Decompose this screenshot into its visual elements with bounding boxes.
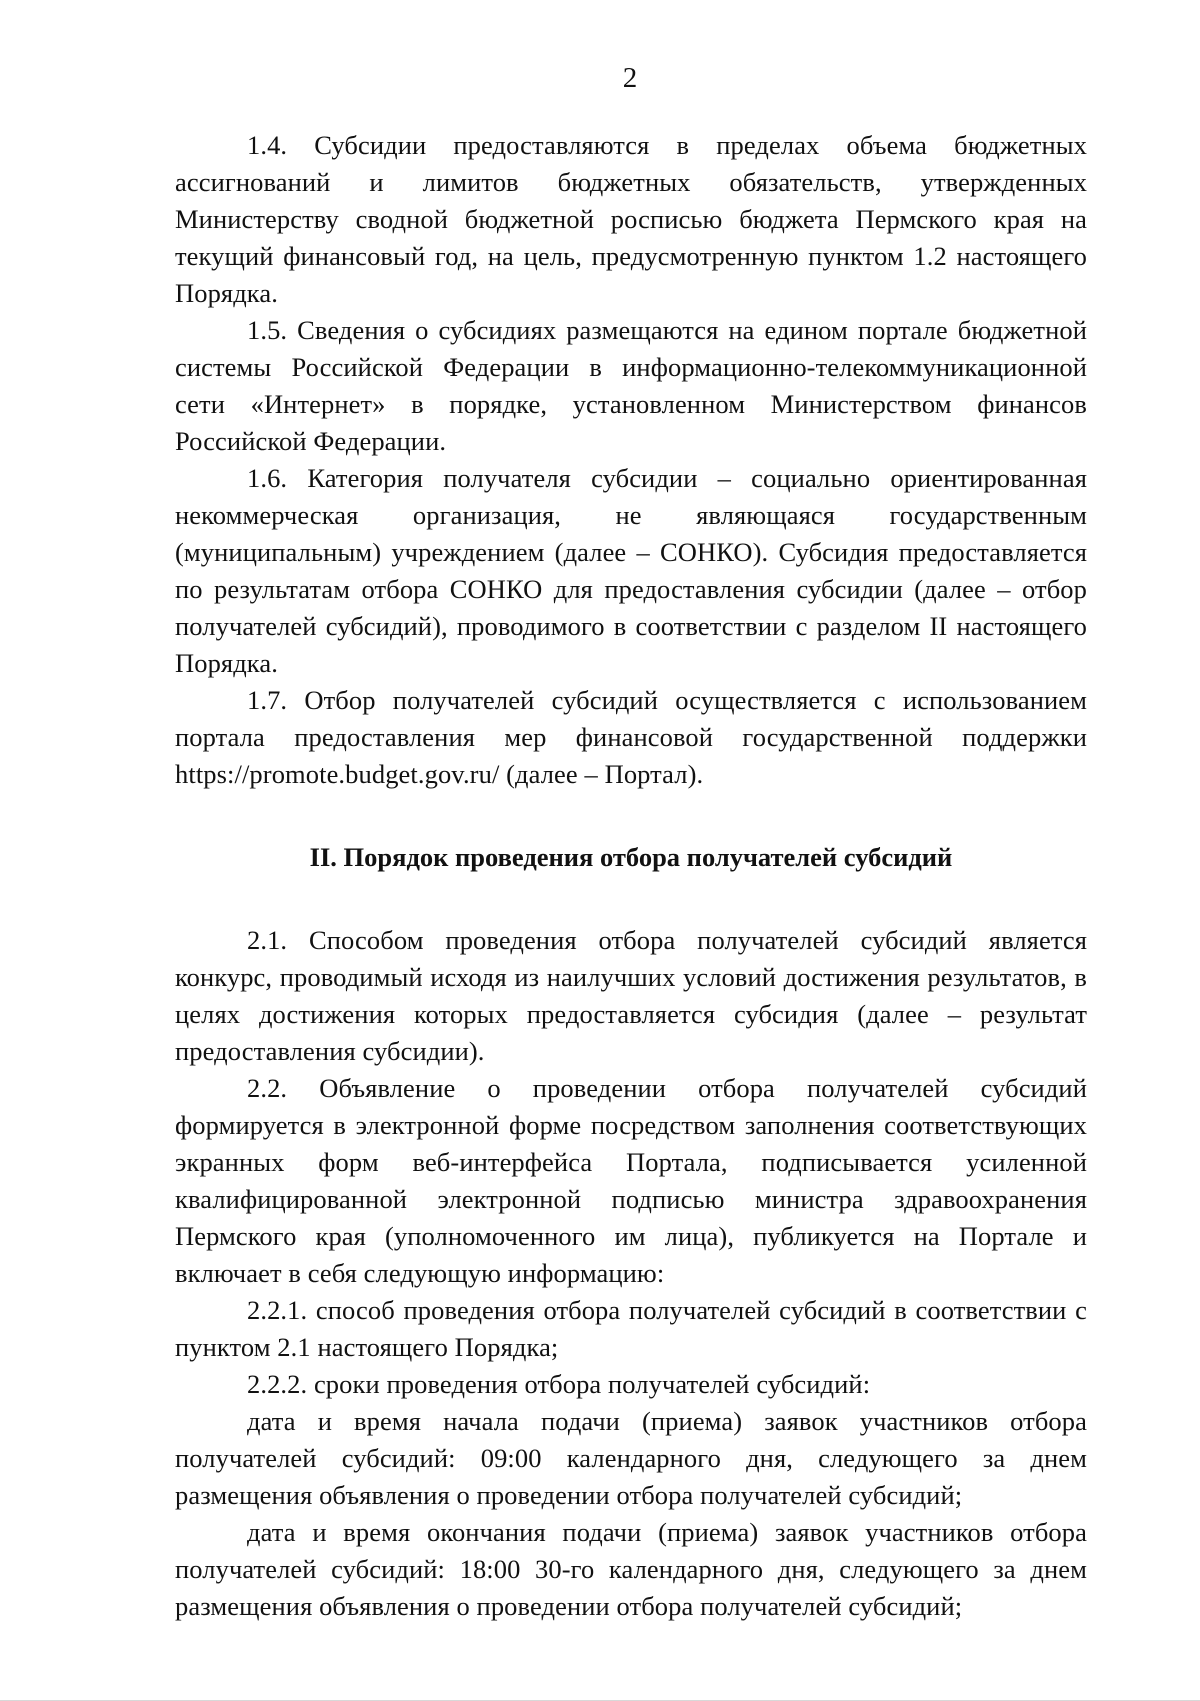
paragraph-2-2-2: 2.2.2. сроки проведения отбора получателей субсидий: bbox=[247, 1369, 871, 1399]
paragraph-2-2-1: 2.2.1. способ проведения отбора получателей субсидий в соответствии с пунктом 2.1 настоящего Порядка; bbox=[175, 1295, 1087, 1362]
document-body bbox=[175, 127, 1087, 1625]
paragraph-1-7: 1.7. Отбор получателей субсидий осуществляется с использованием портала предоставления мер финансовой государственной поддержки https://promote.budget.gov.ru/ (далее – Портал). bbox=[175, 685, 1087, 789]
paragraph-2-2: 2.2. Объявление о проведении отбора получателей субсидий формируется в электронной форме посредством заполнения соответствующих экранных форм веб-интерфейса Портала, подписывается усиленной квалифицированной электронной подписью министра здравоохранения Пермского края (уполномоченного им лица), публикуется на Портале и включает в себя следующую информацию: bbox=[175, 1073, 1087, 1288]
page-number: 2 bbox=[622, 62, 638, 94]
paragraph-end-date: дата и время окончания подачи (приема) заявок участников отбора получателей субсидий: 18:00 30-го календарного дня, следующего за днем размещения объявления о проведении отбора получателей субсидий; bbox=[175, 1517, 1087, 1621]
paragraph-start-date: дата и время начала подачи (приема) заявок участников отбора получателей субсидий: 09:00 календарного дня, следующего за днем размещения объявления о проведении отбора получателей субсидий; bbox=[175, 1406, 1087, 1510]
paragraph-2-1: 2.1. Способом проведения отбора получателей субсидий является конкурс, проводимый исходя из наилучших условий достижения результатов, в целях достижения которых предоставляется субсидия (далее – результат предоставления субсидии). bbox=[175, 925, 1087, 1066]
paragraph-1-6: 1.6. Категория получателя субсидии – социально ориентированная некоммерческая организация, не являющаяся государственным (муниципальным) учреждением (далее – СОНКО). Субсидия предоставляется по результатам отбора СОНКО для предоставления субсидии (далее – отбор получателей субсидий), проводимого в соответствии с разделом II настоящего Порядка. bbox=[175, 463, 1087, 678]
paragraph-1-4: 1.4. Субсидии предоставляются в пределах объема бюджетных ассигнований и лимитов бюджетных обязательств, утвержденных Министерству сводной бюджетной росписью бюджета Пермского края на текущий финансовый год, на цель, предусмотренную пунктом 1.2 настоящего Порядка. bbox=[175, 130, 1087, 308]
section-heading: II. Порядок проведения отбора получателей субсидий bbox=[309, 842, 953, 872]
paragraph-1-5: 1.5. Сведения о субсидиях размещаются на едином портале бюджетной системы Российской Федерации в информационно-телекоммуникационной сети «Интернет» в порядке, установленном Министерством финансов Российской Федерации. bbox=[175, 315, 1087, 456]
